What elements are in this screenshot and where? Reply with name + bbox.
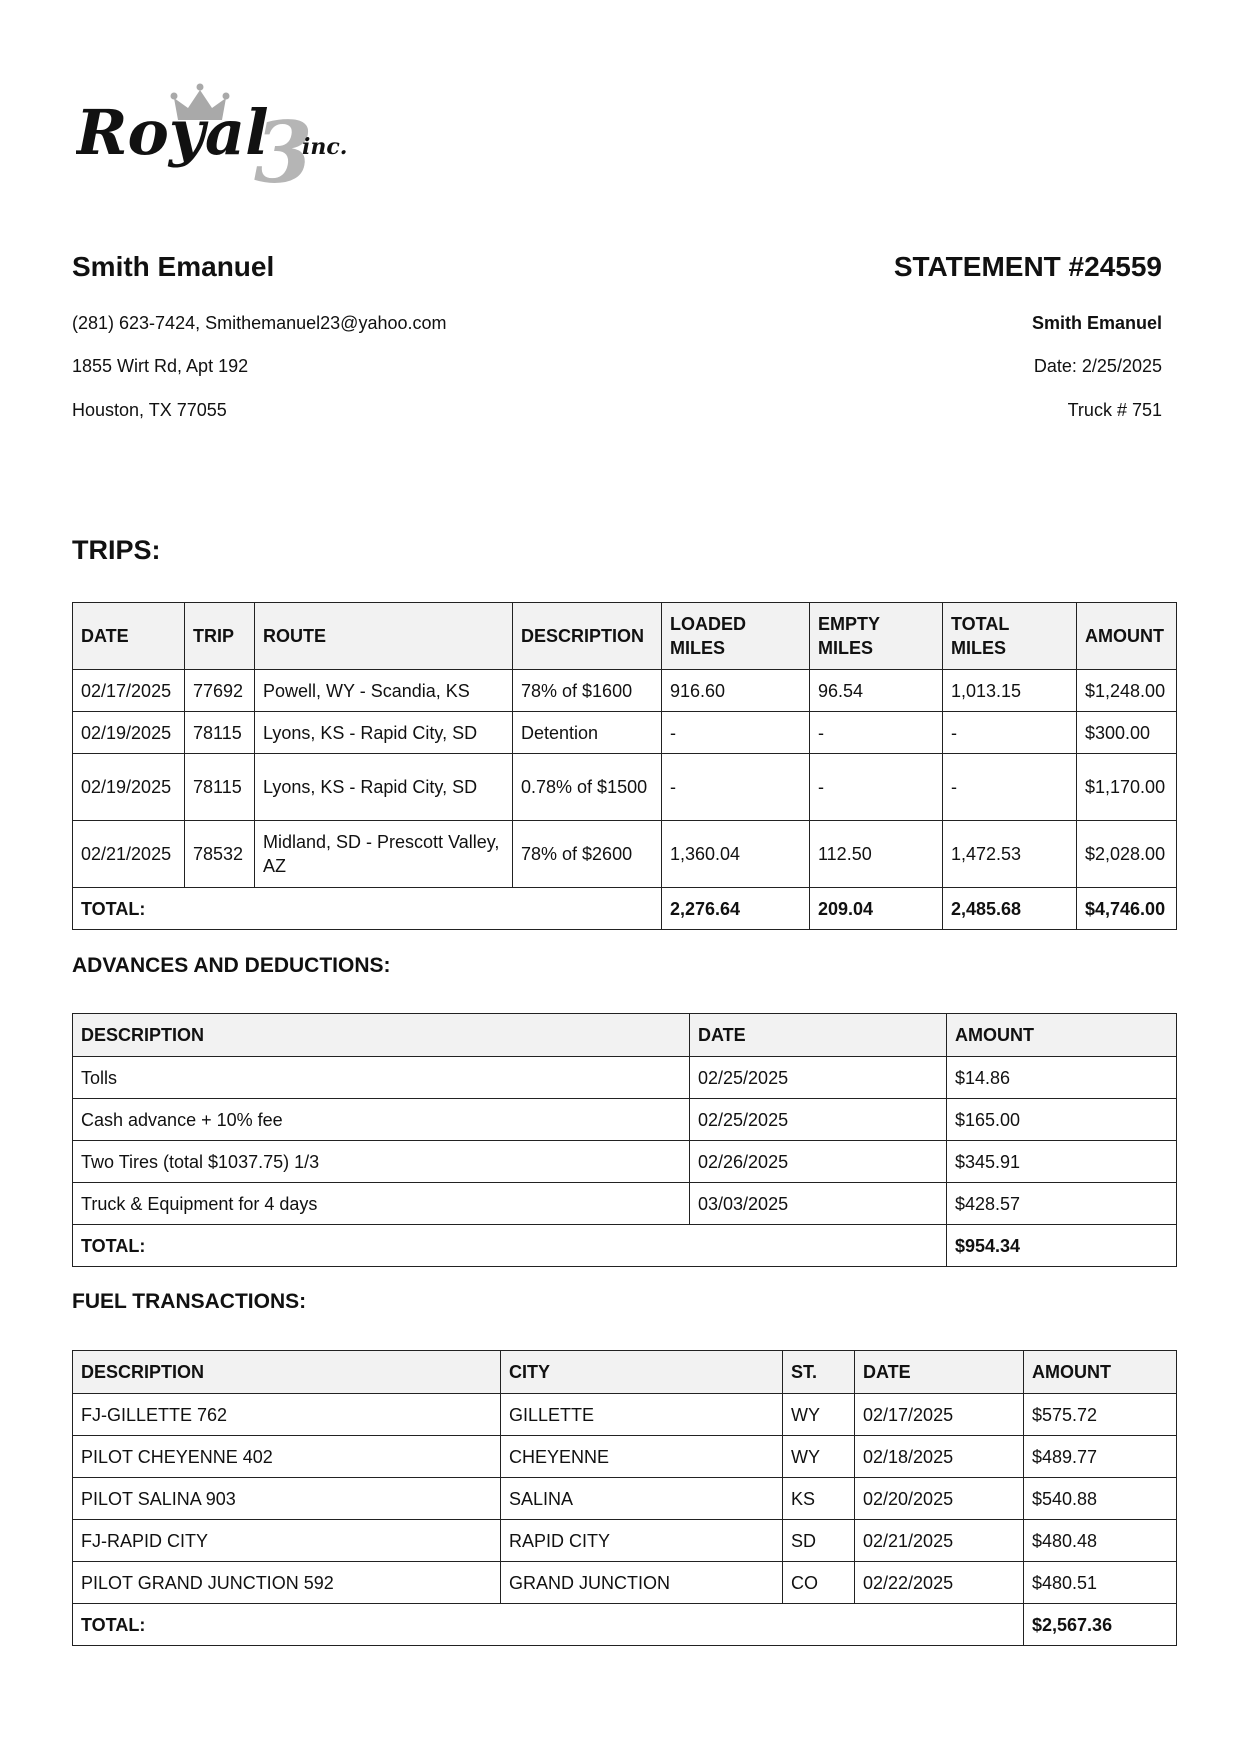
driver-address-line1: 1855 Wirt Rd, Apt 192: [72, 356, 249, 376]
advance-description: Two Tires (total $1037.75) 1/3: [73, 1141, 690, 1183]
total-row: [73, 1225, 1177, 1267]
trip-route: Midland, SD - Prescott Valley, AZ: [255, 821, 513, 888]
table-row: [73, 754, 1177, 821]
fuel-state: CO: [783, 1562, 855, 1604]
trip-total-miles: -: [943, 712, 1077, 754]
column-header: TOTAL MILES: [943, 603, 1077, 670]
table-row: [73, 1099, 1177, 1141]
driver-address-line2: Houston, TX 77055: [72, 400, 227, 420]
trip-date: 02/19/2025: [73, 754, 185, 821]
trip-route: Powell, WY - Scandia, KS: [255, 670, 513, 712]
advance-description: Truck & Equipment for 4 days: [73, 1183, 690, 1225]
fuel-description: FJ-RAPID CITY: [73, 1520, 501, 1562]
column-header: DESCRIPTION: [73, 1351, 501, 1394]
column-header: AMOUNT: [1077, 603, 1177, 670]
table-row: [73, 1183, 1177, 1225]
total-empty-miles: 209.04: [810, 888, 943, 930]
trip-description: 0.78% of $1500: [513, 754, 662, 821]
advance-date: 02/25/2025: [690, 1099, 947, 1141]
total-row: [73, 888, 1177, 930]
column-header: AMOUNT: [1024, 1351, 1177, 1394]
column-header: AMOUNT: [947, 1014, 1177, 1057]
column-header: TRIP: [185, 603, 255, 670]
fuel-table: [72, 1350, 1177, 1646]
fuel-city: GILLETTE: [501, 1394, 783, 1436]
statement-name: Smith Emanuel: [1031, 313, 1162, 333]
fuel-amount: $480.51: [1024, 1562, 1177, 1604]
trip-description: Detention: [513, 712, 662, 754]
total-amount: $2,567.36: [1024, 1604, 1177, 1646]
statement-info: [602, 250, 1162, 420]
logo-number: 3: [254, 103, 313, 188]
fuel-city: RAPID CITY: [501, 1520, 783, 1562]
fuel-date: 02/18/2025: [855, 1436, 1024, 1478]
trip-amount: $2,028.00: [1077, 821, 1177, 888]
trip-number: 78532: [185, 821, 255, 888]
table-row: [73, 670, 1177, 712]
logo-wordmark: Royal: [76, 96, 269, 169]
advance-date: 02/25/2025: [690, 1057, 947, 1099]
column-header: LOADED MILES: [662, 603, 810, 670]
driver-info: [72, 250, 632, 420]
trip-number: 78115: [185, 754, 255, 821]
total-row: [73, 1604, 1177, 1646]
statement-date: Date: 2/25/2025: [1033, 356, 1162, 376]
column-header: CITY: [501, 1351, 783, 1394]
table-row: [73, 1520, 1177, 1562]
table-row: [73, 1141, 1177, 1183]
fuel-amount: $540.88: [1024, 1478, 1177, 1520]
table-row: [73, 1394, 1177, 1436]
table-header-row: [73, 603, 1177, 670]
column-header: DATE: [73, 603, 185, 670]
trip-loaded-miles: 1,360.04: [662, 821, 810, 888]
trip-route: Lyons, KS - Rapid City, SD: [255, 754, 513, 821]
fuel-state: KS: [783, 1478, 855, 1520]
advance-amount: $345.91: [947, 1141, 1177, 1183]
fuel-description: PILOT SALINA 903: [73, 1478, 501, 1520]
fuel-description: PILOT CHEYENNE 402: [73, 1436, 501, 1478]
trips-title: TRIPS:: [72, 535, 161, 565]
trip-amount: $300.00: [1077, 712, 1177, 754]
column-header: DATE: [690, 1014, 947, 1057]
trip-loaded-miles: 916.60: [662, 670, 810, 712]
fuel-state: WY: [783, 1394, 855, 1436]
fuel-city: GRAND JUNCTION: [501, 1562, 783, 1604]
fuel-state: SD: [783, 1520, 855, 1562]
table-row: [73, 1057, 1177, 1099]
driver-name: Smith Emanuel: [72, 251, 275, 282]
trip-empty-miles: 96.54: [810, 670, 943, 712]
advance-description: Cash advance + 10% fee: [73, 1099, 690, 1141]
trip-amount: $1,170.00: [1077, 754, 1177, 821]
trip-loaded-miles: -: [662, 712, 810, 754]
fuel-description: PILOT GRAND JUNCTION 592: [73, 1562, 501, 1604]
fuel-amount: $489.77: [1024, 1436, 1177, 1478]
trip-empty-miles: -: [810, 712, 943, 754]
trip-empty-miles: -: [810, 754, 943, 821]
fuel-date: 02/20/2025: [855, 1478, 1024, 1520]
trips-table: [72, 602, 1177, 930]
table-row: [73, 1562, 1177, 1604]
trip-total-miles: 1,013.15: [943, 670, 1077, 712]
advance-amount: $428.57: [947, 1183, 1177, 1225]
trip-date: 02/17/2025: [73, 670, 185, 712]
fuel-date: 02/17/2025: [855, 1394, 1024, 1436]
total-label: TOTAL:: [73, 1225, 947, 1267]
fuel-date: 02/22/2025: [855, 1562, 1024, 1604]
table-row: [73, 1478, 1177, 1520]
advance-date: 02/26/2025: [690, 1141, 947, 1183]
trip-total-miles: 1,472.53: [943, 821, 1077, 888]
total-amount: $4,746.00: [1077, 888, 1177, 930]
trip-total-miles: -: [943, 754, 1077, 821]
table-row: [73, 712, 1177, 754]
trip-amount: $1,248.00: [1077, 670, 1177, 712]
table-header-row: [73, 1351, 1177, 1394]
trip-number: 77692: [185, 670, 255, 712]
trip-route: Lyons, KS - Rapid City, SD: [255, 712, 513, 754]
table-row: [73, 821, 1177, 888]
fuel-city: SALINA: [501, 1478, 783, 1520]
advance-date: 03/03/2025: [690, 1183, 947, 1225]
total-loaded-miles: 2,276.64: [662, 888, 810, 930]
driver-contact: (281) 623-7424, Smithemanuel23@yahoo.com: [72, 313, 447, 333]
fuel-state: WY: [783, 1436, 855, 1478]
fuel-title: FUEL TRANSACTIONS:: [72, 1290, 307, 1313]
fuel-date: 02/21/2025: [855, 1520, 1024, 1562]
total-amount: $954.34: [947, 1225, 1177, 1267]
advance-description: Tolls: [73, 1057, 690, 1099]
fuel-city: CHEYENNE: [501, 1436, 783, 1478]
column-header: DESCRIPTION: [73, 1014, 690, 1057]
advance-amount: $165.00: [947, 1099, 1177, 1141]
trip-loaded-miles: -: [662, 754, 810, 821]
fuel-amount: $480.48: [1024, 1520, 1177, 1562]
fuel-description: FJ-GILLETTE 762: [73, 1394, 501, 1436]
total-label: TOTAL:: [73, 888, 662, 930]
table-row: [73, 1436, 1177, 1478]
fuel-amount: $575.72: [1024, 1394, 1177, 1436]
trip-date: 02/19/2025: [73, 712, 185, 754]
advances-title: ADVANCES AND DEDUCTIONS:: [72, 954, 391, 977]
table-header-row: [73, 1014, 1177, 1057]
statement-title: STATEMENT #24559: [893, 251, 1162, 282]
trip-description: 78% of $1600: [513, 670, 662, 712]
advances-table: [72, 1013, 1177, 1267]
statement-truck: Truck # 751: [1067, 400, 1162, 420]
trip-empty-miles: 112.50: [810, 821, 943, 888]
column-header: DATE: [855, 1351, 1024, 1394]
logo-suffix: inc.: [302, 134, 348, 160]
trip-description: 78% of $2600: [513, 821, 662, 888]
trip-number: 78115: [185, 712, 255, 754]
column-header: ROUTE: [255, 603, 513, 670]
company-logo: [76, 76, 386, 188]
trip-date: 02/21/2025: [73, 821, 185, 888]
column-header: ST.: [783, 1351, 855, 1394]
column-header: DESCRIPTION: [513, 603, 662, 670]
column-header: EMPTY MILES: [810, 603, 943, 670]
advance-amount: $14.86: [947, 1057, 1177, 1099]
total-label: TOTAL:: [73, 1604, 1024, 1646]
total-total-miles: 2,485.68: [943, 888, 1077, 930]
